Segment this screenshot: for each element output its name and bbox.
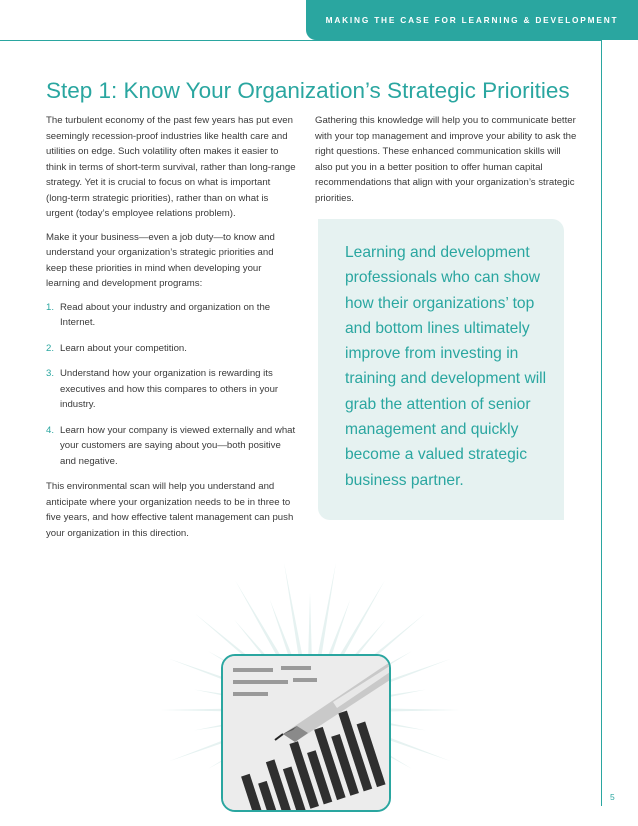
header-rule [0, 40, 602, 41]
left-column [46, 113, 296, 549]
list-item-number: 1. [46, 301, 55, 313]
chart-pen-photo [221, 654, 391, 812]
left-paragraph-3: This environmental scan will help you understand and anticipate where your organization needs to be in three to five years, and how effective talent management can push your organization in this direction. [46, 481, 294, 539]
priorities-list [46, 300, 296, 470]
right-column [315, 113, 577, 214]
chart-pen-illustration [223, 656, 389, 810]
list-item [46, 423, 296, 470]
running-header-text: MAKING THE CASE FOR LEARNING & DEVELOPMENT [325, 15, 619, 25]
page-number: 5 [610, 792, 615, 802]
list-item-number: 4. [46, 424, 55, 436]
list-item [46, 300, 296, 331]
left-paragraph-2: Make it your business—even a job duty—to know and understand your organization’s strategic priorities and keep these priorities in mind when developing your learning and development programs: [46, 231, 275, 289]
list-item-text: Learn about your competition. [60, 342, 187, 354]
right-paragraph-1: Gathering this knowledge will help you to communicate better with your top management and improve your ability to ask the right questions. These enhanced communication skills will also put you in a better position to offer human capital recommendations that align with your organization’s strategic priorities. [315, 115, 577, 204]
page-title: Step 1: Know Your Organization’s Strategic Priorities [46, 78, 570, 103]
list-item [46, 366, 296, 413]
callout-quote: Learning and development professionals who can show how their organizations’ top and bottom lines ultimately improve from investing in training and development will grab the attention of senior management and quickly become a valued strategic business partner. [345, 244, 547, 489]
list-item-text: Understand how your organization is rewarding its executives and how this compares to others in your industry. [60, 368, 279, 410]
left-paragraph-1: The turbulent economy of the past few years has put even seemingly recession-proof industries like health care and utilities on edge. Such volatility often makes it easier to think in terms of short-term survival, rather than long-range strategy. Yet it is crucial to focus on what is important (long-term strategic priorities), rather than on what is urgent (today’s employee relations problem). [46, 115, 296, 219]
running-header [306, 0, 638, 40]
list-item-text: Learn how your company is viewed externally and what your customers are saying about you—both positive and negative. [60, 424, 296, 467]
list-item-text: Read about your industry and organization on the Internet. [60, 301, 271, 328]
list-item [46, 341, 296, 357]
right-border-rule [601, 40, 602, 806]
list-item-number: 3. [46, 368, 55, 379]
list-item-number: 2. [46, 342, 55, 354]
